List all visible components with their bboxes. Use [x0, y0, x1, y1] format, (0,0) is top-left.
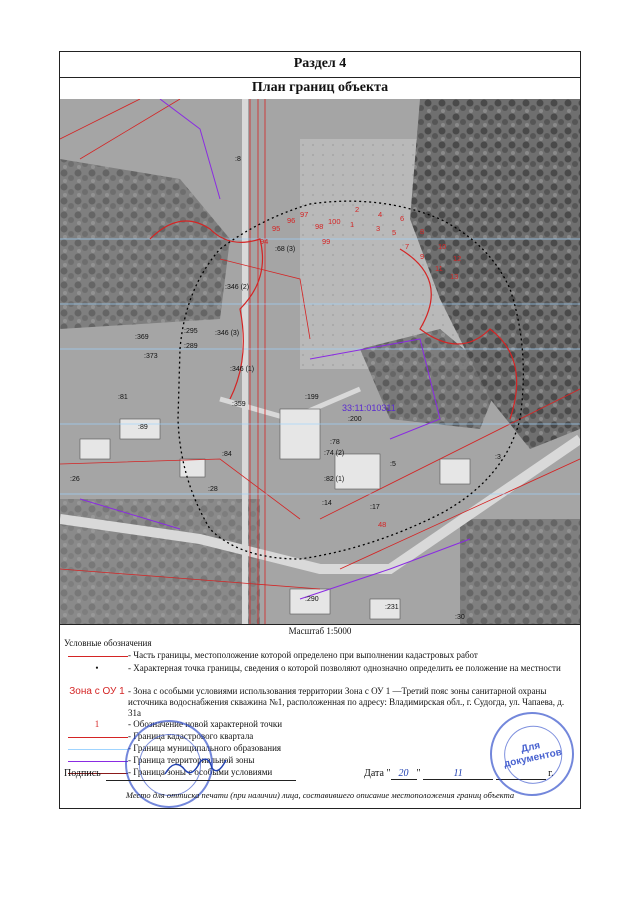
forest-southeast	[460, 519, 580, 624]
legend-text: - Часть границы, местоположение которой определено при выполнении кадастровых работ	[128, 650, 478, 660]
svg-text::373: :373	[144, 353, 158, 360]
svg-text:2: 2	[355, 205, 360, 214]
svg-text::81: :81	[118, 394, 128, 401]
svg-text:1: 1	[350, 220, 355, 229]
legend-text: - Характерная точка границы, сведения о которой позволяют однозначно определить ее положение на местности	[128, 663, 561, 673]
footer-note: Место для оттиска печати (при наличии) лица, составившего описание местоположения границ объекта	[125, 790, 515, 800]
date-year-suffix: г.	[548, 768, 554, 779]
cadastral-number-label: 33:11:010311	[342, 403, 396, 413]
svg-text::8: :8	[235, 156, 241, 163]
svg-text:6: 6	[400, 214, 405, 223]
svg-text:12: 12	[453, 254, 462, 263]
svg-text::346 (1): :346 (1)	[230, 366, 255, 373]
stamp-text: Для документов	[502, 740, 563, 770]
date-month: 11	[423, 768, 493, 780]
svg-text::89: :89	[138, 424, 148, 431]
forest-southwest	[60, 499, 260, 624]
legend-dot-symbol: •	[95, 663, 99, 673]
legend-territorial-line-symbol	[68, 761, 128, 762]
handwritten-signature	[160, 752, 230, 782]
map-canvas	[60, 99, 580, 624]
date-label: Дата " 20 " 11 г.	[364, 768, 554, 779]
svg-text:13: 13	[450, 272, 459, 281]
svg-text::369: :369	[135, 334, 149, 341]
legend-red-line-symbol	[68, 656, 128, 657]
svg-text::346 (2): :346 (2)	[225, 284, 250, 291]
boundary-map[interactable]	[60, 99, 580, 625]
svg-text:95: 95	[272, 224, 281, 233]
svg-text:4: 4	[378, 210, 383, 219]
svg-text::14: :14	[322, 500, 332, 507]
svg-text::295: :295	[184, 328, 198, 335]
svg-text::359: :359	[232, 401, 246, 408]
legend-text: - Обозначение новой характерной точки	[128, 719, 283, 729]
svg-text:8: 8	[420, 227, 425, 236]
svg-text:5: 5	[392, 228, 397, 237]
svg-text::5: :5	[390, 461, 396, 468]
svg-text:94: 94	[260, 237, 269, 246]
date-day: 20	[391, 768, 417, 780]
svg-text::200: :200	[348, 416, 362, 423]
svg-text:9: 9	[420, 252, 425, 261]
svg-text::17: :17	[370, 504, 380, 511]
legend-text: - Граница зоны с особыми условиями	[128, 767, 273, 777]
legend-text: - Граница территориальной зоны	[128, 755, 255, 765]
section-title: Раздел 4	[60, 52, 580, 78]
svg-text::231: :231	[385, 604, 399, 611]
legend-text: - Граница кадастрового квартала	[128, 731, 254, 741]
legend-text: - Зона с особыми условиями использования территории Зона с ОУ 1 —Третий пояс зоны санитарной охраны источника водоснабжения скважина №1, расположенная по адресу: Владимирская обл., г. Судогда, ул. Чапаева, д. 31а	[128, 686, 565, 718]
svg-text:10: 10	[438, 242, 447, 251]
svg-text::74 (2): :74 (2)	[324, 450, 345, 457]
legend-title: Условные обозначения	[64, 638, 152, 648]
svg-text::30: :30	[455, 614, 465, 621]
svg-text::84: :84	[222, 451, 232, 458]
svg-text:7: 7	[405, 242, 410, 251]
svg-text:100: 100	[328, 217, 341, 226]
svg-text:48: 48	[378, 520, 387, 529]
legend-text: - Граница муниципального образования	[128, 743, 282, 753]
svg-text:99: 99	[322, 237, 331, 246]
signature-label: Подпись	[64, 768, 101, 779]
svg-text:96: 96	[287, 216, 296, 225]
svg-text::26: :26	[70, 476, 80, 483]
legend-quarter-line-symbol	[68, 737, 128, 738]
svg-text::346 (3): :346 (3)	[215, 330, 240, 337]
svg-text:3: 3	[376, 224, 381, 233]
legend-municipal-line-symbol	[68, 749, 128, 750]
plan-title: План границ объекта	[60, 77, 580, 100]
svg-text::290: :290	[305, 596, 319, 603]
svg-text:98: 98	[315, 222, 324, 231]
svg-text::28: :28	[208, 486, 218, 493]
legend-point-number-symbol: 1	[94, 719, 100, 729]
legend-zone-symbol: Зона с ОУ 1	[69, 686, 125, 697]
svg-text::3: :3	[495, 454, 501, 461]
svg-text:11: 11	[435, 264, 443, 273]
svg-text::82 (1): :82 (1)	[324, 476, 345, 483]
map-scale: Масштаб 1:5000	[288, 626, 352, 636]
document-frame	[59, 51, 581, 809]
svg-text:97: 97	[300, 210, 309, 219]
svg-text::289: :289	[184, 343, 198, 350]
svg-text::78: :78	[330, 439, 340, 446]
svg-text::199: :199	[305, 394, 319, 401]
svg-text::68 (3): :68 (3)	[275, 246, 296, 253]
